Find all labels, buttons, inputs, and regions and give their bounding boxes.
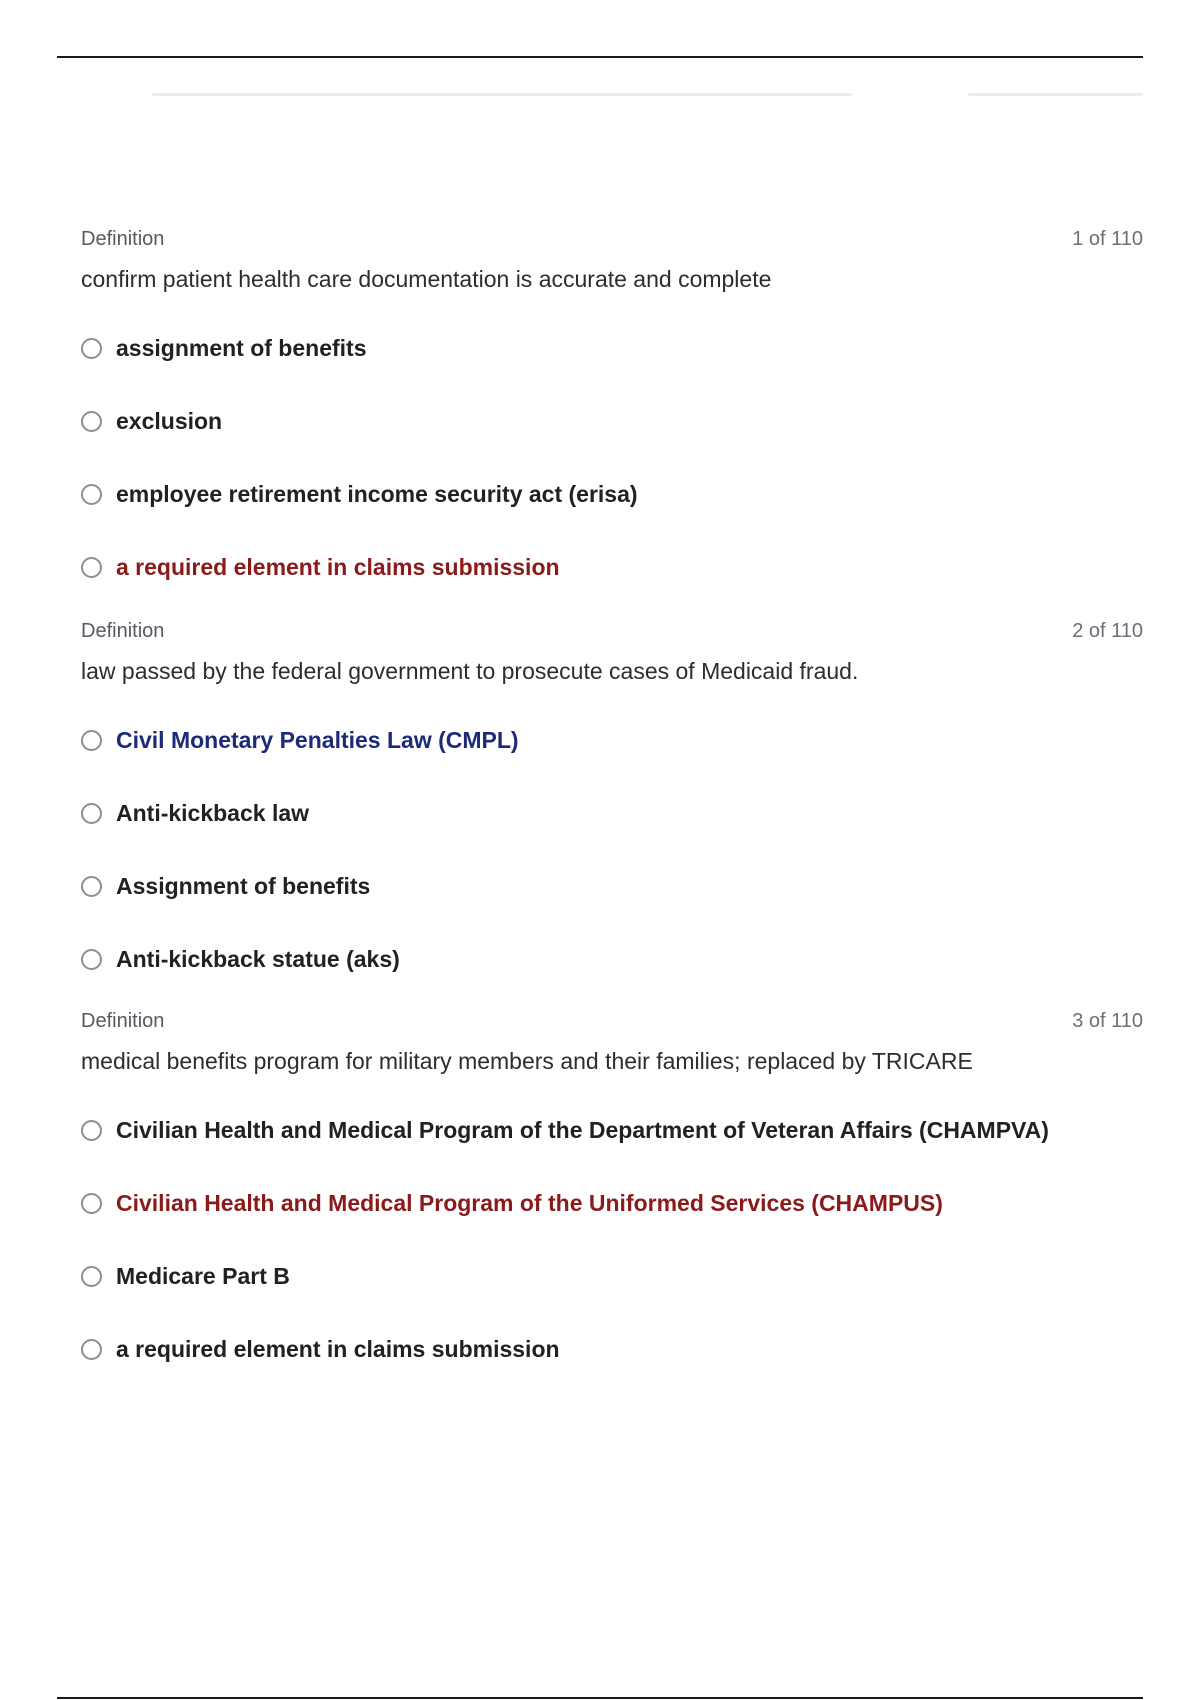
question-card-2 [81, 618, 1143, 996]
answer-option[interactable] [81, 850, 1143, 923]
answer-option-text: Civil Monetary Penalties Law (CMPL) [116, 727, 519, 753]
radio-button[interactable] [81, 557, 102, 578]
answer-option[interactable] [81, 1094, 1143, 1167]
radio-button[interactable] [81, 1339, 102, 1360]
answer-option-text: Medicare Part B [116, 1263, 290, 1289]
answer-option-text: Civilian Health and Medical Program of the Uniformed Services (CHAMPUS) [116, 1190, 943, 1216]
answer-option-text: Assignment of benefits [116, 873, 371, 899]
answer-options [81, 704, 1143, 996]
header-placeholder-bar [152, 93, 852, 96]
radio-button[interactable] [81, 730, 102, 751]
answer-option[interactable] [81, 923, 1143, 996]
question-prompt: law passed by the federal government to prosecute cases of Medicaid fraud. [81, 658, 859, 684]
answer-option[interactable] [81, 385, 1143, 458]
question-prompt: confirm patient health care documentation is accurate and complete [81, 266, 772, 292]
question-header [81, 618, 1143, 644]
answer-option-text: a required element in claims submission [116, 1336, 560, 1362]
top-divider [57, 56, 1143, 58]
question-card-3 [81, 1008, 1143, 1386]
answer-option[interactable] [81, 777, 1143, 850]
answer-option[interactable] [81, 1167, 1143, 1240]
answer-option-text: Civilian Health and Medical Program of the Department of Veteran Affairs (CHAMPVA) [116, 1117, 1049, 1143]
question-header [81, 226, 1143, 252]
radio-button[interactable] [81, 1193, 102, 1214]
question-counter: 3 of 110 [1072, 1009, 1143, 1032]
header-placeholder-bar-right [968, 93, 1143, 96]
answer-option-text: exclusion [116, 408, 223, 434]
question-counter: 1 of 110 [1072, 227, 1143, 250]
radio-button[interactable] [81, 338, 102, 359]
question-prompt: medical benefits program for military members and their families; replaced by TRICARE [81, 1048, 973, 1074]
answer-option-text: Anti-kickback law [116, 800, 310, 826]
question-card-1 [81, 226, 1143, 604]
question-type-label: Definition [81, 1009, 165, 1032]
radio-button[interactable] [81, 411, 102, 432]
answer-options [81, 312, 1143, 604]
answer-option-text: Anti-kickback statue (aks) [116, 946, 400, 972]
radio-button[interactable] [81, 803, 102, 824]
answer-option-text: assignment of benefits [116, 335, 367, 361]
bottom-divider [57, 1697, 1143, 1699]
answer-option[interactable] [81, 531, 1143, 604]
answer-option-text: a required element in claims submission [116, 554, 560, 580]
radio-button[interactable] [81, 876, 102, 897]
answer-option-text: employee retirement income security act (erisa) [116, 481, 638, 507]
answer-options [81, 1094, 1143, 1386]
radio-button[interactable] [81, 484, 102, 505]
radio-button[interactable] [81, 1120, 102, 1141]
answer-option[interactable] [81, 458, 1143, 531]
answer-option[interactable] [81, 312, 1143, 385]
radio-button[interactable] [81, 949, 102, 970]
question-counter: 2 of 110 [1072, 619, 1143, 642]
question-header [81, 1008, 1143, 1034]
answer-option[interactable] [81, 1313, 1143, 1386]
question-type-label: Definition [81, 619, 165, 642]
answer-option[interactable] [81, 1240, 1143, 1313]
question-type-label: Definition [81, 227, 165, 250]
answer-option[interactable] [81, 704, 1143, 777]
radio-button[interactable] [81, 1266, 102, 1287]
